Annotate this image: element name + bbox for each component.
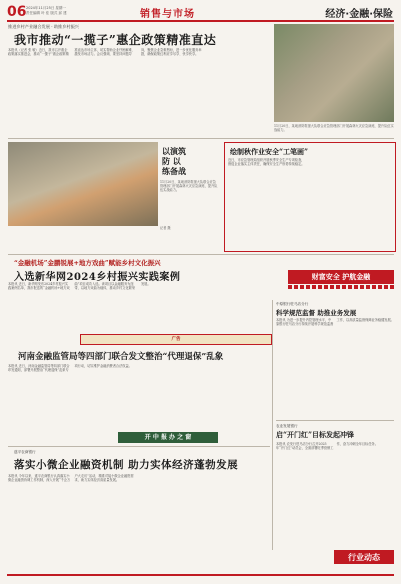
divider	[8, 446, 270, 447]
header-rule	[7, 20, 394, 22]
lead-headline: 我市推动“一揽子”惠企政策精准直达	[14, 33, 217, 47]
right2-body: 本报讯 农发行驻马店分行召开2025年“开门红”动员会，全面部署旺季营销工作，奋力冲刺全年目标任务。	[276, 442, 378, 451]
ad-banner-stripe	[288, 285, 394, 289]
photo-story-caption: 11月20日，某地消防救援大队联合应急管理部门开展森林火灾应急演练，提升队伍实战能力。	[160, 180, 218, 193]
right2-headline: 启“开门红”目标发起冲锋	[276, 430, 355, 439]
bottom-body: 本报讯 今年以来，遂平农商银行认真落实小微企业融资协调工作机制，深入开展“千企万户大走访”活动，精准对接小微企业融资需求，助力实体经济高质量发展。	[8, 474, 134, 483]
right-kicker: 中原银行驻马店分行	[276, 302, 309, 306]
right-headline: 科学规范监督 助推业务发展	[276, 309, 357, 317]
footer-rule	[7, 574, 394, 576]
ad-banner: 财富安全 护航金融	[288, 270, 394, 284]
box-story-title: 绘制秋作业安全“工笔画”	[230, 147, 309, 156]
ribbon-slogan: 广告	[80, 334, 272, 345]
date-line	[26, 6, 67, 15]
lead-photo-caption: 11月20日，某地消防救援大队联合应急管理部门开展森林火灾应急演练，提升队伍实战能力。	[274, 124, 394, 133]
bottom-kicker: 遂平农商银行	[14, 450, 36, 454]
masthead: 销售与市场	[140, 9, 195, 20]
divider	[276, 420, 394, 421]
second-kicker: “金融机场”金鹏锐展+地方戏曲”赋能乡村文化振兴	[14, 259, 161, 267]
photo-story-title: 以演筑防 以练备战	[162, 146, 186, 176]
photo-credit: 记者 摄	[160, 226, 171, 230]
lead-kicker: 推进乡村产业融合发展 · 助推乡村振兴	[8, 24, 79, 29]
ribbon-mid: 开 中 报 办 之 窗	[118, 432, 218, 443]
date-text: 2024年11月25日 星期一	[26, 6, 66, 10]
box-story-body: 近日，市应急管理局组织开展秋季安全生产专项检查，督促企业落实主体责任，确保安全生产形势持续稳定。	[228, 158, 305, 167]
drill-photo	[8, 142, 158, 226]
right-body: 本报讯 为进一步提升内控管理水平，中原银行驻马店分行持续开展科学规范监督工作，以高质量监督保障业务稳健发展。	[276, 318, 394, 327]
second-body: 本报讯 近日，新华网发布2024乡村振兴实践案例名单，我市报送的“金融机场+地方戏曲”项目成功入选。该项目以金融服务为纽带，以地方戏曲为载体，推动乡村文化繁荣发展。	[8, 282, 151, 291]
page-number: 06	[7, 4, 27, 20]
lead-photo	[274, 24, 394, 122]
section-title: 经济·金融·保险	[325, 9, 393, 20]
footer-label: 行业动态	[334, 550, 394, 564]
third-body: 本报讯 近日，河南金融监管局等四部门联合印发通知，部署开展整治“代理退保”乱象专项行动，切实维护金融消费者合法权益。	[8, 364, 132, 373]
second-headline: 入选新华网2024乡村振兴实践案例	[14, 272, 181, 283]
divider	[8, 138, 394, 139]
third-headline: 河南金融监管局等四部门联合发文整治“代理退保”乱象	[18, 352, 224, 362]
bottom-headline: 落实小微企业融资机制 助力实体经济蓬勃发展	[14, 459, 239, 471]
right2-kicker: 农业发展银行	[276, 424, 298, 428]
divider	[8, 254, 394, 255]
editor-text: 责任编辑 叶 佳 版式 邱 建	[26, 10, 67, 15]
column-divider	[272, 300, 273, 550]
lead-body: 本报讯（记者 张 敏）近日，我市召开惠企政策落实推进会，推动“一揽子”惠企政策精准直达市场主体，切实帮助企业纾困解难、激发市场活力。会议强调，要坚持问题导向，聚焦企业急难愁盼，进一步优化服务举措，确保政策红利应享尽享、快享快享。	[8, 48, 202, 57]
